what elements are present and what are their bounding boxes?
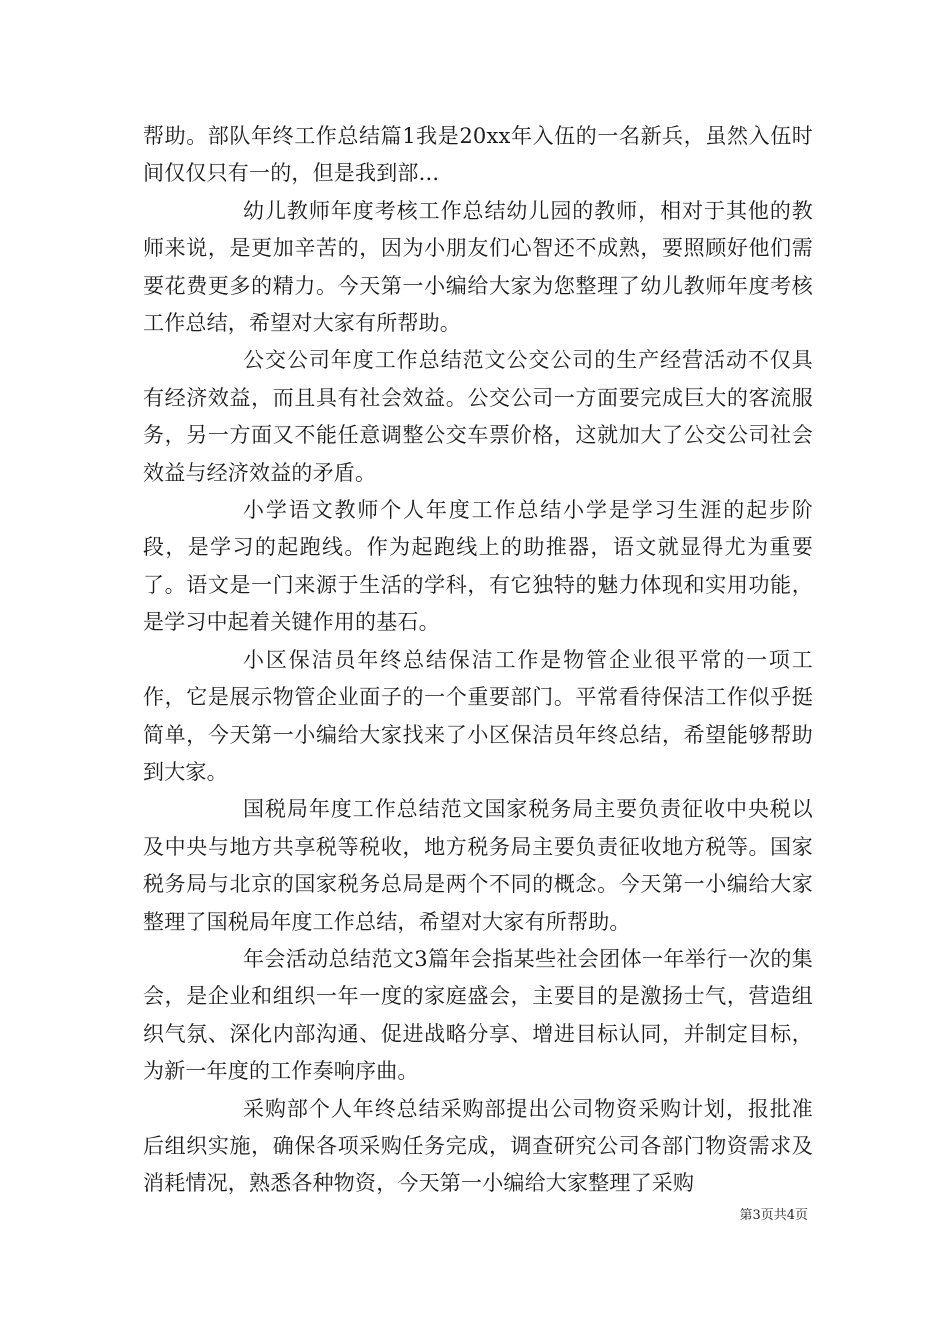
paragraph-bus-company: 公交公司年度工作总结范文公交公司的生产经营活动不仅具有经济效益，而且具有社会效益。公交公司一方面要完成巨大的客流服务，另一方面又不能任意调整公交车票价格，这就加大了公交公司社会效益与经济效益的矛盾。 (143, 348, 813, 485)
paragraph-annual-meeting: 年会活动总结范文3篇年会指某些社会团体一年举行一次的集会，是企业和组织一年一度的家庭盛会，主要目的是激扬士气，营造组织气氛、深化内部沟通、促进战略分享、增进目标认同，并制定目标，为新一年度的工作奏响序曲。 (143, 946, 813, 1084)
paragraph-continuation: 帮助。部队年终工作总结篇1我是20xx年入伍的一名新兵，虽然入伍时间仅仅只有一的，但是我到部... (143, 124, 813, 186)
document-body (143, 118, 813, 1203)
paragraph-kindergarten-teacher: 幼儿教师年度考核工作总结幼儿园的教师，相对于其他的教师来说，是更加辛苦的，因为小朋友们心智还不成熟，要照顾好他们需要花费更多的精力。今天第一小编给大家为您整理了幼儿教师年度考核工作总结，希望对大家有所帮助。 (143, 198, 813, 336)
page-number-footer: 第3页共4页 (739, 1208, 808, 1223)
paragraph-cleaner: 小区保洁员年终总结保洁工作是物管企业很平常的一项工作，它是展示物管企业面子的一个重要部门。平常看待保洁工作似乎挺简单，今天第一小编给大家找来了小区保洁员年终总结，希望能够帮助到大家。 (143, 647, 813, 784)
paragraph-purchasing: 采购部个人年终总结采购部提出公司物资采购计划，报批准后组织实施，确保各项采购任务完成，调查研究公司各部门物资需求及消耗情况，熟悉各种物资，今天第一小编给大家整理了采购 (143, 1096, 813, 1196)
paragraph-chinese-teacher: 小学语文教师个人年度工作总结小学是学习生涯的起步阶段，是学习的起跑线。作为起跑线上的助推器，语文就显得尤为重要了。语文是一门来源于生活的学科，有它独特的魅力体现和实用功能，是学习中起着关键作用的基石。 (143, 498, 813, 635)
paragraph-tax-bureau: 国税局年度工作总结范文国家税务局主要负责征收中央税以及中央与地方共享税等税收，地方税务局主要负责征收地方税等。国家税务局与北京的国家税务总局是两个不同的概念。今天第一小编给大家整理了国税局年度工作总结，希望对大家有所帮助。 (143, 797, 813, 934)
